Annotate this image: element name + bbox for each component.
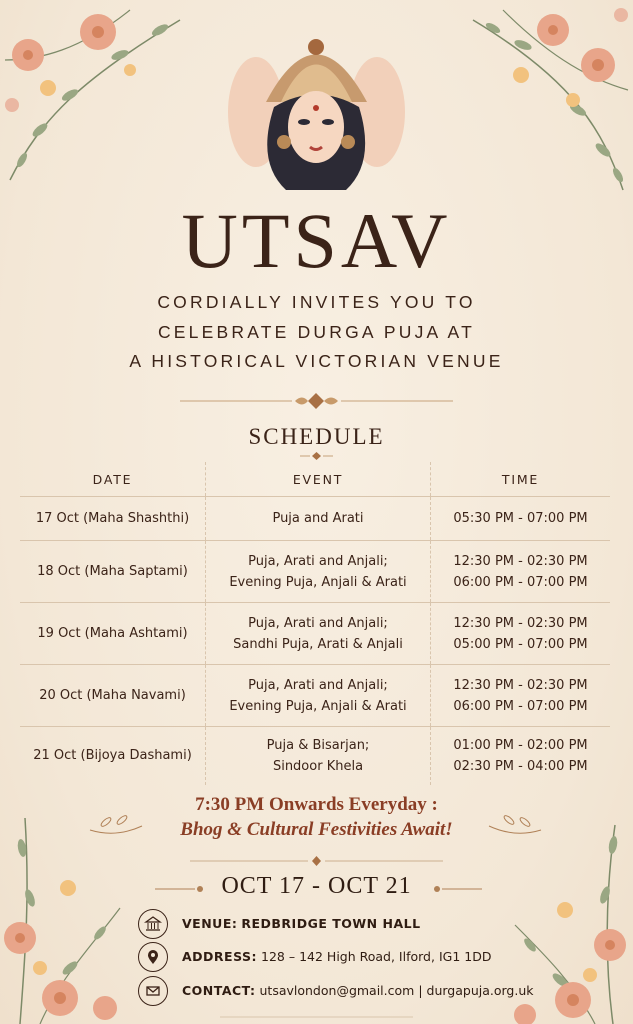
evening-line-1: 7:30 PM Onwards Everyday : <box>195 794 438 815</box>
invite-line-1: CORDIALLY INVITES YOU TO <box>157 292 476 312</box>
contact-email[interactable]: utsavlondon@gmail.com <box>259 983 415 998</box>
event-line: Puja & Bisarjan; <box>266 737 370 753</box>
schedule-table <box>20 462 610 785</box>
building-icon <box>138 909 168 939</box>
address-value: 128 – 142 High Road, Ilford, IG1 1DD <box>261 949 492 964</box>
evening-line-2: Bhog & Cultural Festivities Await! <box>180 819 453 840</box>
column-header-date: DATE <box>20 462 206 497</box>
column-header-time: TIME <box>431 462 611 497</box>
row-time <box>431 603 611 665</box>
durga-illustration <box>226 12 407 192</box>
flower-decoration-top-left <box>0 0 190 190</box>
location-pin-icon <box>138 942 168 972</box>
event-line: Puja, Arati and Anjali; <box>248 677 388 693</box>
event-line: Puja, Arati and Anjali; <box>248 553 388 569</box>
event-line: Evening Puja, Anjali & Arati <box>229 574 407 590</box>
time-line: 12:30 PM - 02:30 PM <box>453 553 588 569</box>
leaf-ornament-right <box>487 808 543 838</box>
venue-value: REDBRIDGE TOWN HALL <box>241 916 421 931</box>
time-line: 06:00 PM - 07:00 PM <box>453 698 588 714</box>
time-line: 05:00 PM - 07:00 PM <box>453 636 588 652</box>
event-line: Puja, Arati and Anjali; <box>248 615 388 631</box>
contact-website[interactable]: durgapuja.org.uk <box>426 983 534 998</box>
invite-line-3: A HISTORICAL VICTORIAN VENUE <box>129 351 504 371</box>
row-event <box>206 541 431 603</box>
row-date: 21 Oct (Bijoya Dashami) <box>20 727 206 785</box>
table-row <box>20 727 610 785</box>
row-date: 19 Oct (Maha Ashtami) <box>20 603 206 665</box>
event-title: UTSAV <box>181 197 452 284</box>
contact-line <box>182 983 534 998</box>
event-line: Sindoor Khela <box>272 758 364 774</box>
time-line: 12:30 PM - 02:30 PM <box>453 677 588 693</box>
dates-ornament-right <box>432 884 482 894</box>
time-line: 01:00 PM - 02:00 PM <box>453 737 588 753</box>
venue-line <box>182 916 421 931</box>
envelope-icon <box>138 976 168 1006</box>
invite-line-2: CELEBRATE DURGA PUJA AT <box>157 322 476 342</box>
schedule-heading: SCHEDULE <box>248 424 385 449</box>
row-event <box>206 727 431 785</box>
schedule-ornament <box>300 451 333 461</box>
row-time <box>431 727 611 785</box>
event-line: Sandhi Puja, Arati & Anjali <box>233 636 403 652</box>
address-label: ADDRESS: <box>182 949 258 964</box>
schedule-header-row <box>20 462 610 497</box>
leaf-ornament-left <box>88 808 144 838</box>
event-line: Evening Puja, Anjali & Arati <box>229 698 407 714</box>
row-event <box>206 665 431 727</box>
row-event <box>206 497 431 541</box>
table-row <box>20 603 610 665</box>
event-line: Puja and Arati <box>272 511 364 526</box>
table-row <box>20 497 610 541</box>
column-header-event: EVENT <box>206 462 431 497</box>
contact-separator: | <box>418 983 423 998</box>
address-line <box>182 949 491 964</box>
row-date: 18 Oct (Maha Saptami) <box>20 541 206 603</box>
time-line: 02:30 PM - 04:00 PM <box>453 758 588 774</box>
venue-label: VENUE: <box>182 916 238 931</box>
time-line: 12:30 PM - 02:30 PM <box>453 615 588 631</box>
time-line: 06:00 PM - 07:00 PM <box>453 574 588 590</box>
time-line: 05:30 PM - 07:00 PM <box>453 511 588 526</box>
row-date: 20 Oct (Maha Navami) <box>20 665 206 727</box>
table-row <box>20 665 610 727</box>
flower-decoration-top-right <box>463 0 633 200</box>
contact-label: CONTACT: <box>182 983 256 998</box>
dates-ornament-left <box>155 884 205 894</box>
row-date: 17 Oct (Maha Shashthi) <box>20 497 206 541</box>
row-event <box>206 603 431 665</box>
event-dates: OCT 17 - OCT 21 <box>221 873 412 899</box>
bottom-divider <box>220 1014 413 1020</box>
row-time <box>431 541 611 603</box>
ornament-divider <box>180 392 453 410</box>
ornament-divider-small <box>190 855 443 867</box>
table-row <box>20 541 610 603</box>
row-time <box>431 665 611 727</box>
row-time <box>431 497 611 541</box>
